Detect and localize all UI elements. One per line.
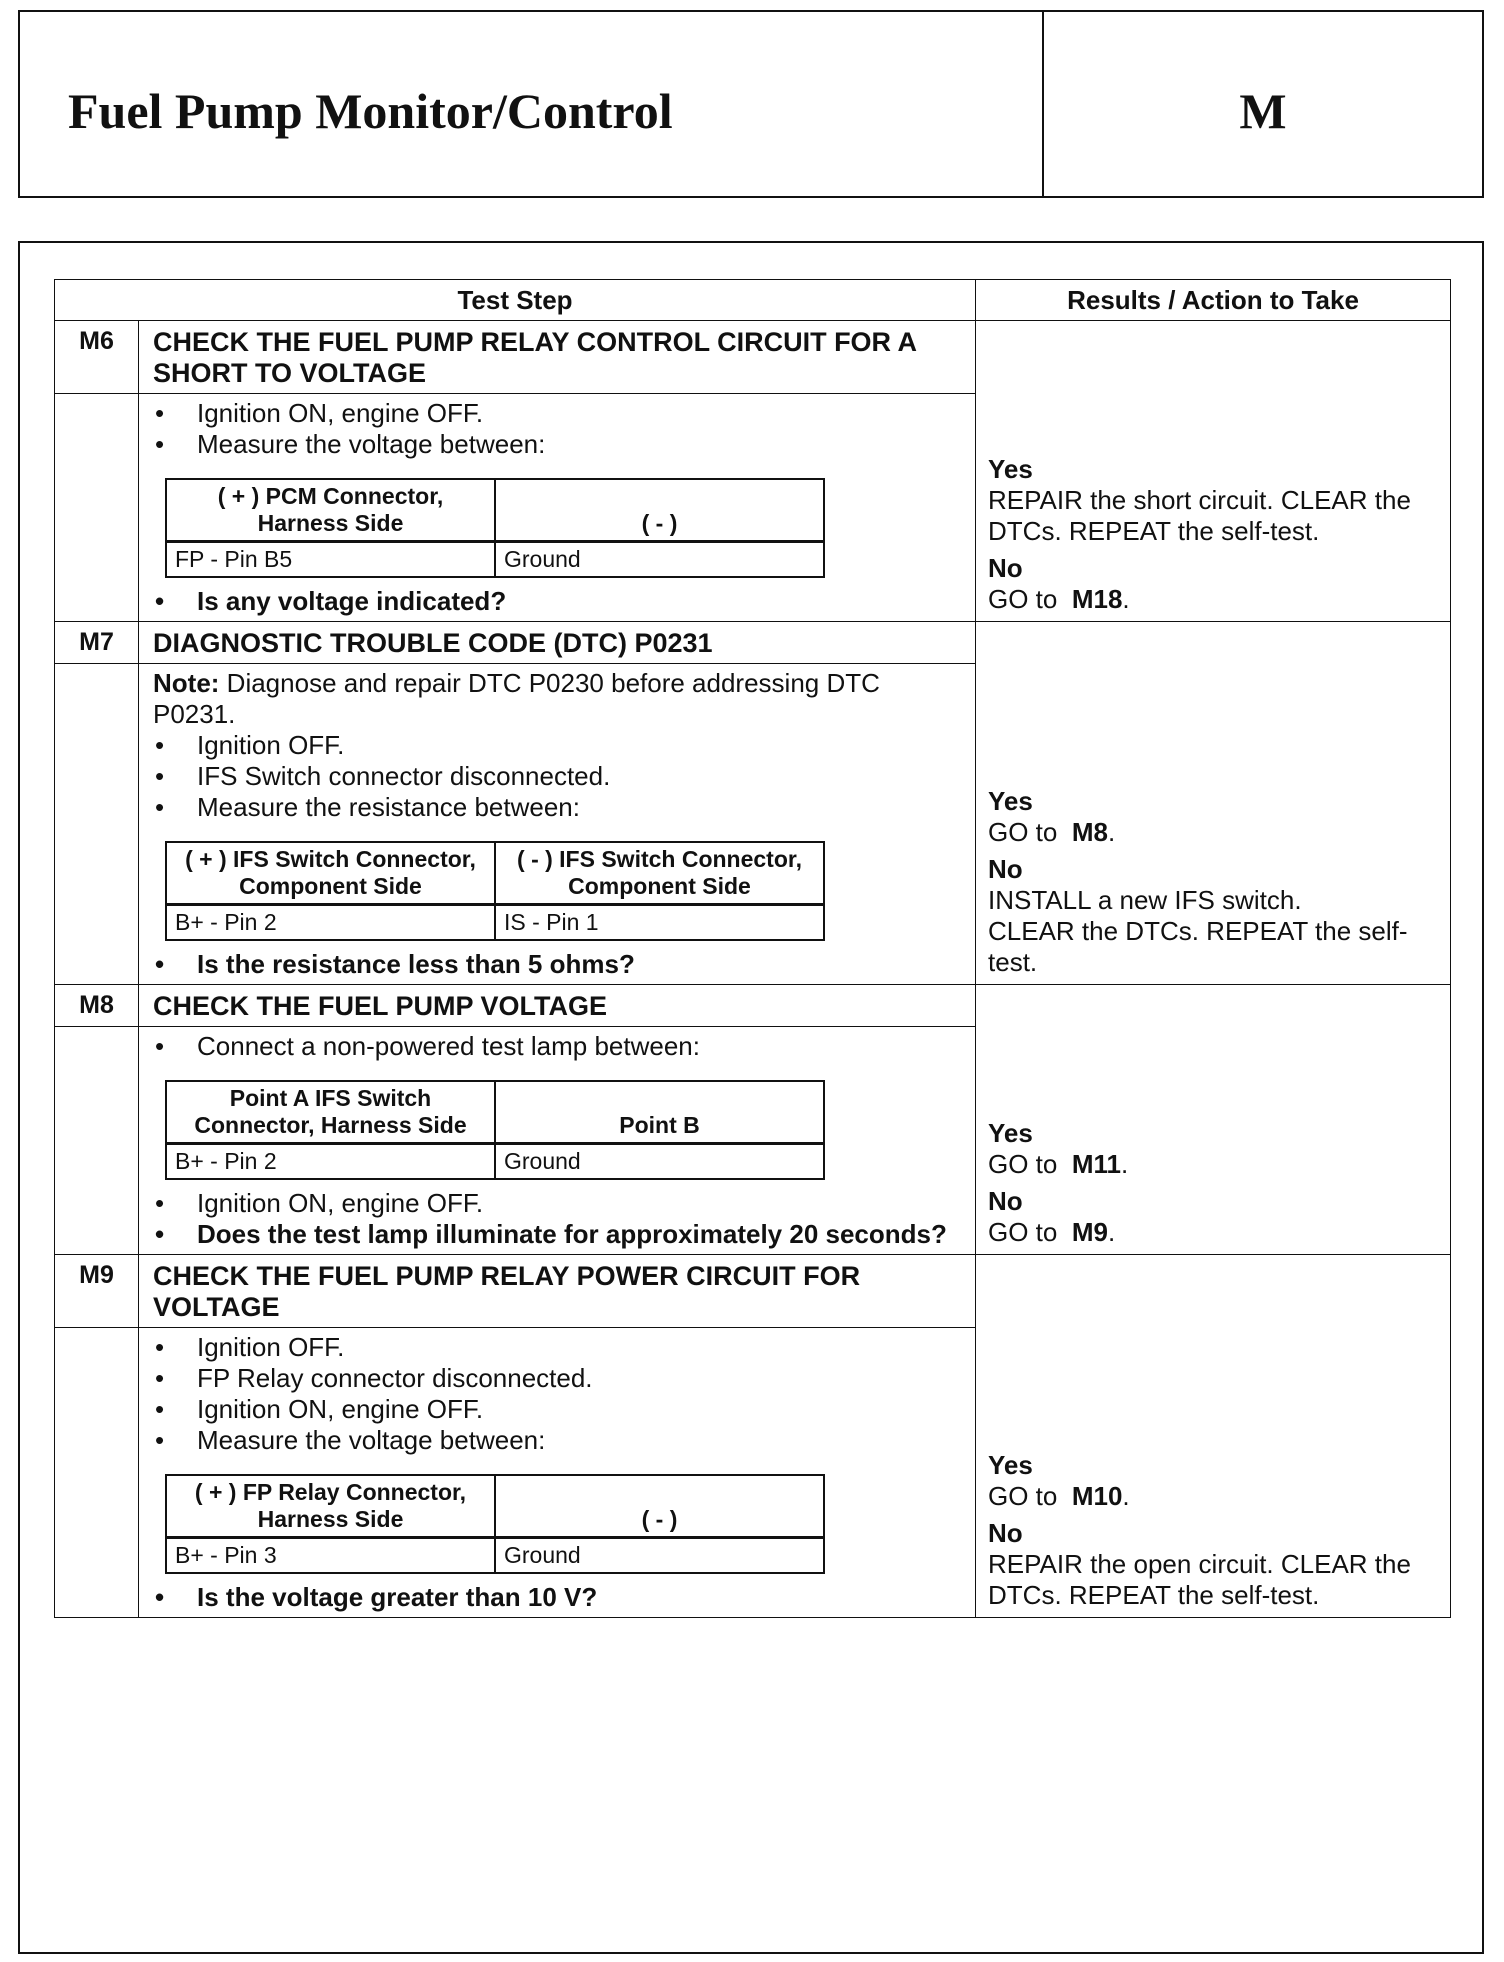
measure-header-point-a: Point A IFS Switch Connector, Harness Side bbox=[166, 1081, 495, 1144]
question: • Is any voltage indicated? bbox=[153, 586, 965, 617]
measure-header-plus: ( + ) PCM Connector, Harness Side bbox=[166, 479, 495, 542]
measure-value-plus: B+ - Pin 3 bbox=[166, 1538, 495, 1574]
yes-action: REPAIR the short circuit. CLEAR the DTCs. REPEAT the self-test. bbox=[988, 485, 1411, 546]
no-action-2: CLEAR the DTCs. REPEAT the self-test. bbox=[988, 916, 1408, 977]
measure-header-minus: ( - ) IFS Switch Connector, Component Side bbox=[495, 842, 824, 905]
bullet: • Ignition ON, engine OFF. bbox=[153, 1188, 965, 1219]
bullet: • Connect a non-powered test lamp between: bbox=[153, 1031, 965, 1062]
step-id-spacer bbox=[55, 394, 139, 622]
step-m9-results bbox=[976, 1255, 1451, 1618]
step-m8-results bbox=[976, 985, 1451, 1255]
step-m8-title-row bbox=[55, 985, 1451, 1027]
yes-label: Yes bbox=[988, 1118, 1033, 1148]
measure-value-plus: B+ - Pin 2 bbox=[166, 905, 495, 941]
yes-label: Yes bbox=[988, 786, 1033, 816]
measure-value-minus: Ground bbox=[495, 542, 824, 578]
measure-value-point-b: Ground bbox=[495, 1144, 824, 1180]
measurement-table bbox=[165, 1474, 825, 1574]
measure-value-point-a: B+ - Pin 2 bbox=[166, 1144, 495, 1180]
no-label: No bbox=[988, 854, 1023, 884]
step-id: M8 bbox=[55, 985, 139, 1027]
no-action: GO to M18. bbox=[988, 584, 1130, 614]
measure-value-minus: IS - Pin 1 bbox=[495, 905, 824, 941]
no-action-1: INSTALL a new IFS switch. bbox=[988, 885, 1302, 915]
step-id: M9 bbox=[55, 1255, 139, 1328]
no-action: REPAIR the open circuit. CLEAR the DTCs. REPEAT the self-test. bbox=[988, 1549, 1411, 1610]
page-title: Fuel Pump Monitor/Control bbox=[68, 83, 673, 139]
bullet: • Ignition ON, engine OFF. bbox=[153, 1394, 965, 1425]
measure-header-minus: ( - ) bbox=[495, 1475, 824, 1538]
measure-header-plus: ( + ) IFS Switch Connector, Component Side bbox=[166, 842, 495, 905]
measurement-table bbox=[165, 1080, 825, 1180]
step-body bbox=[139, 1027, 976, 1255]
step-id: M6 bbox=[55, 321, 139, 394]
question: • Is the resistance less than 5 ohms? bbox=[153, 949, 965, 980]
step-id-spacer bbox=[55, 1027, 139, 1255]
step-m9-title-row bbox=[55, 1255, 1451, 1328]
col-test-step: Test Step bbox=[55, 280, 976, 321]
measure-header-minus: ( - ) bbox=[495, 479, 824, 542]
step-m6-title-row bbox=[55, 321, 1451, 394]
step-id-spacer bbox=[55, 1328, 139, 1618]
question: • Is the voltage greater than 10 V? bbox=[153, 1582, 965, 1613]
step-body bbox=[139, 664, 976, 985]
bullet: • IFS Switch connector disconnected. bbox=[153, 761, 965, 792]
yes-action: GO to M11. bbox=[988, 1149, 1129, 1179]
note: Note: Diagnose and repair DTC P0230 before addressing DTC P0231. bbox=[153, 668, 880, 729]
measure-header-plus: ( + ) FP Relay Connector, Harness Side bbox=[166, 1475, 495, 1538]
measure-value-minus: Ground bbox=[495, 1538, 824, 1574]
no-label: No bbox=[988, 1186, 1023, 1216]
no-label: No bbox=[988, 553, 1023, 583]
step-body bbox=[139, 1328, 976, 1618]
bullet: • Measure the voltage between: bbox=[153, 429, 965, 460]
bullet: • Ignition OFF. bbox=[153, 730, 965, 761]
step-id-spacer bbox=[55, 664, 139, 985]
table-header-row bbox=[55, 280, 1451, 321]
step-body bbox=[139, 394, 976, 622]
step-title: CHECK THE FUEL PUMP VOLTAGE bbox=[139, 985, 976, 1027]
step-m7-results bbox=[976, 622, 1451, 985]
page-header bbox=[18, 10, 1484, 198]
step-m6-results bbox=[976, 321, 1451, 622]
bullet: • Measure the voltage between: bbox=[153, 1425, 965, 1456]
test-step-table bbox=[54, 279, 1451, 1618]
section-code: M bbox=[1239, 83, 1287, 139]
question: • Does the test lamp illuminate for approximately 20 seconds? bbox=[153, 1219, 965, 1250]
measurement-table bbox=[165, 478, 825, 578]
yes-label: Yes bbox=[988, 1450, 1033, 1480]
step-title: CHECK THE FUEL PUMP RELAY CONTROL CIRCUIT FOR A SHORT TO VOLTAGE bbox=[139, 321, 976, 394]
step-m7-title-row bbox=[55, 622, 1451, 664]
measure-header-point-b: Point B bbox=[495, 1081, 824, 1144]
measure-value-plus: FP - Pin B5 bbox=[166, 542, 495, 578]
col-results: Results / Action to Take bbox=[976, 280, 1451, 321]
step-id: M7 bbox=[55, 622, 139, 664]
yes-action: GO to M10. bbox=[988, 1481, 1130, 1511]
bullet: • FP Relay connector disconnected. bbox=[153, 1363, 965, 1394]
yes-label: Yes bbox=[988, 454, 1033, 484]
no-label: No bbox=[988, 1518, 1023, 1548]
measurement-table bbox=[165, 841, 825, 941]
bullet: • Ignition OFF. bbox=[153, 1332, 965, 1363]
no-action: GO to M9. bbox=[988, 1217, 1116, 1247]
yes-action: GO to M8. bbox=[988, 817, 1116, 847]
step-title: CHECK THE FUEL PUMP RELAY POWER CIRCUIT FOR VOLTAGE bbox=[139, 1255, 976, 1328]
bullet: • Measure the resistance between: bbox=[153, 792, 965, 823]
step-title: DIAGNOSTIC TROUBLE CODE (DTC) P0231 bbox=[139, 622, 976, 664]
bullet: • Ignition ON, engine OFF. bbox=[153, 398, 965, 429]
